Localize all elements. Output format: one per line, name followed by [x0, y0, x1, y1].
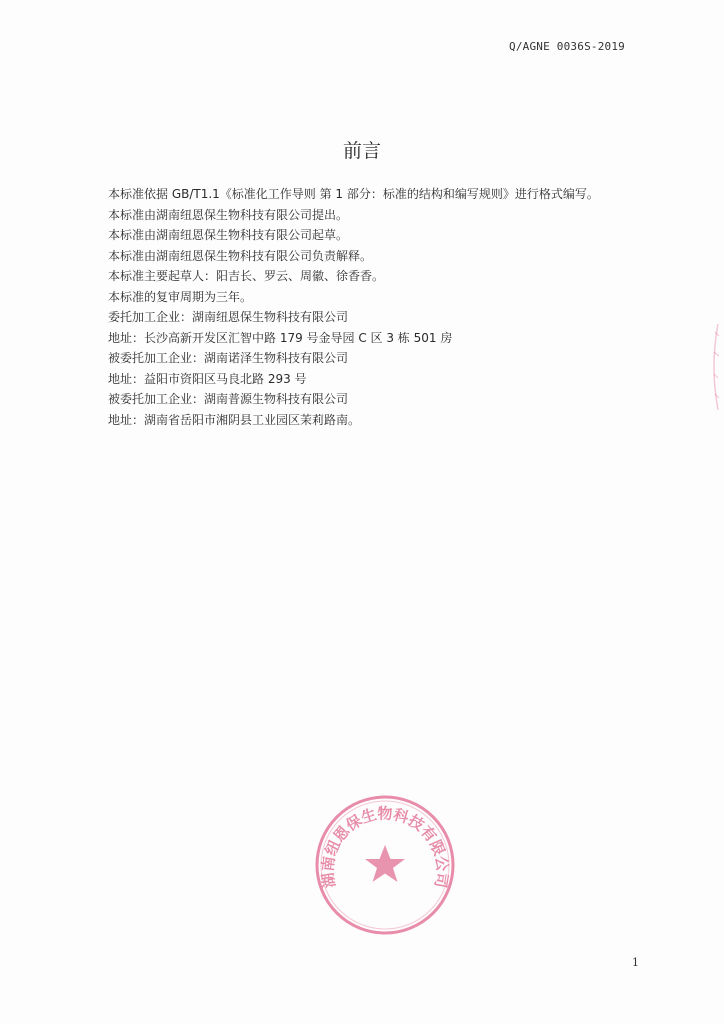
foreword-line: 本标准由湖南纽恩保生物科技有限公司提出。	[108, 207, 349, 222]
seal-text-path: 湖南纽恩保生物科技有限公司	[318, 804, 452, 890]
foreword-line: 地址：湖南省岳阳市湘阴县工业园区茉莉路南。	[108, 412, 361, 427]
foreword-line: 本标准由湖南纽恩保生物科技有限公司负责解释。	[108, 248, 373, 263]
company-seal	[313, 793, 457, 937]
foreword-line: 本标准的复审周期为三年。	[108, 289, 253, 304]
page-number: 1	[632, 956, 639, 969]
foreword-line: 地址：益阳市资阳区马良北路 293 号	[108, 371, 307, 386]
seal-star-icon	[365, 845, 405, 882]
foreword-line: 本标准由湖南纽恩保生物科技有限公司起草。	[108, 228, 349, 242]
document-id: Q/AGNE 0036S-2019	[509, 40, 625, 53]
page-title: 前言	[342, 140, 381, 162]
foreword-line: 被委托加工企业：湖南普源生物科技有限公司	[108, 392, 349, 406]
foreword-line: 被委托加工企业：湖南诺泽生物科技有限公司	[108, 351, 349, 365]
foreword-line: 本标准依据 GB/T1.1《标准化工作导则 第 1 部分：标准的结构和编写规则》进行格式编写。	[108, 187, 599, 201]
foreword-line: 委托加工企业：湖南纽恩保生物科技有限公司	[108, 310, 349, 324]
edge-stamp-fragment	[706, 322, 722, 412]
foreword-body	[108, 184, 648, 430]
foreword-line: 本标准主要起草人：阳吉长、罗云、周徽、徐香香。	[108, 269, 385, 283]
foreword-line: 地址：长沙高新开发区汇智中路 179 号金导园 C 区 3 栋 501 房	[108, 330, 453, 345]
